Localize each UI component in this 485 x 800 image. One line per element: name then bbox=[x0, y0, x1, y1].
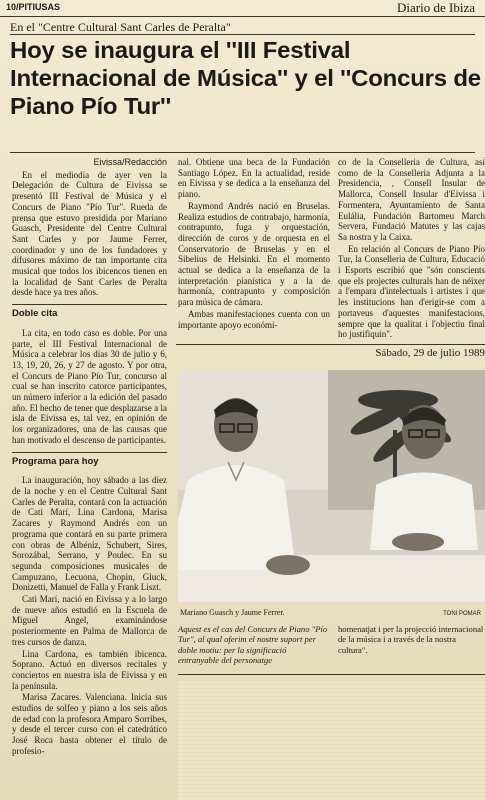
subheading-doble-cita: Doble cita bbox=[12, 304, 167, 320]
pull-quote-left: Aquest es el cas del Concurs de Piano "Pío Tur", al qual oferim el nostre suport per doble motiu: per la significació entranyable del personatge bbox=[178, 624, 328, 665]
divider bbox=[10, 152, 475, 153]
paragraph: Cati Marí, nació en Eivissa y a lo largo de nueve años estudió en la Escuela de Miguel Angel, examinándose posteriormente en Palma de Mallorca de tres cursos de danza. bbox=[12, 594, 167, 647]
blank-area bbox=[178, 680, 485, 800]
issue-date: Sábado, 29 de julio 1989 bbox=[375, 347, 485, 359]
paragraph: nal. Obtiene una beca de la Fundación Santiago López. En la actualidad, reside en Eivissa y se dedica a la enseñanza del piano. bbox=[178, 157, 330, 200]
divider bbox=[10, 34, 475, 35]
article-column-2 bbox=[178, 157, 330, 330]
paragraph: En el mediodía de ayer ven la Delegación de Cultura de Eivissa se presentó III Festival de Música y el Concurs de Piano "Pío Tur". Rueda de prensa que estuvo presidida por Mariano Guasch, Presidente del Centre Cultural Sant Carles y por Jaume Ferrer, coordinador y uno de los fundadores y difusores máximo de tan importante cita musical que todos los ibicencos tienen en la localidad de Sant Carles de Peralta desde hace ya tres años. bbox=[12, 169, 167, 298]
page-header bbox=[0, 0, 485, 17]
paragraph: La cita, en todo caso es doble. Por una parte, el III Festival Internacional de Música a celebrar los días 30 de julio y 6, 13, 19, 20, 26, y 27 de agosto. Y por otra, el Concurs de Piano Pío Tur, concurso al cual se han inscrito catorce participantes, un número inferior a la edición del pasado año. El hecho de tener que desplazarse a la isla de Eivissa es, tal vez, en opinión de los organizadores, una de las causas que han motivado el descenso de participantes. bbox=[12, 327, 167, 445]
paragraph: Lina Cardona, es también ibicenca. Soprano. Actuó en diversos recitales y conciertos en nuestra isla de Eivissa y en la península. bbox=[12, 648, 167, 691]
divider bbox=[178, 674, 485, 675]
newspaper-name: Diario de Ibiza bbox=[397, 0, 475, 15]
section-label: 10/PITIUSAS bbox=[6, 2, 61, 12]
paragraph: Marisa Zacares. Valenciana. Inicia sus estudios de solfeo y piano a los seis años de edad con la profesora Amparo Sorribes, y desde el tercer curso con el catedrático José Roca hasta obtener el título de profesio- bbox=[12, 692, 167, 756]
subheading-programa: Programa para hoy bbox=[12, 452, 167, 468]
photo-credit: TONI POMAR bbox=[443, 611, 481, 617]
paragraph: La inauguración, hoy sábado a las diez de la noche y en el Centre Cultural Sant Carles de Peralta, contará con la actuación de Cati Marí, Lina Cardona, Marisa Zacares y Raymond Andrés con un programa que contará en su parte primera con obras de Albéniz, Schubert, Sires, Sorozábal, Serrano, y Poulec. En su segunda composiciones musicales de Campuzano, Lecuona, Chopin, Gluck, Donizetti, Manuel de Falla y Frank Liszt. bbox=[12, 475, 167, 593]
paragraph: En relación al Concurs de Piano Pío Tur, la Conselleria de Cultura, Educació i Esports escribió que "són conscients que els projectes culturals han de néixer a l'empara d'intelectuals i artistes i que les institucions han d'erigir-se com a portaveus d'aquestes manifestacions, sempre que la qualitat i l'objectiu final ho justifiquin". bbox=[338, 243, 485, 340]
paragraph: Raymond Andrés nació en Bruselas. Realiza estudios de contrabajo, harmonía, contrapunto, fuga y orquestación, dirección de coros y de orquesta en el Conservatorio de Bruselas y en el Sibelius de Helsinki. En el momento actual se dedica a la enseñanza de la interpretación pianística y a la de harmonía, contrapunto y composición para música de cámara. bbox=[178, 200, 330, 308]
kicker: En el "Centre Cultural Sant Carles de Peralta" bbox=[10, 20, 231, 34]
paragraph: Ambas manifestaciones cuenta con un importante apoyo económi- bbox=[178, 308, 330, 330]
photo-caption: Mariano Guasch y Jaume Ferrer. bbox=[180, 608, 285, 617]
pull-quote-right: homenatjat i per la projecció internacional de la música i a través de la nostra cultura". bbox=[338, 624, 484, 655]
news-photo bbox=[178, 370, 485, 602]
headline: Hoy se inaugura el ''III Festival Internacional de Música'' y el ''Concurs de Piano Pío Tur'' bbox=[10, 37, 481, 119]
article-column-3 bbox=[338, 157, 485, 340]
byline: Eivissa/Redacción bbox=[93, 157, 167, 167]
photo-illustration bbox=[178, 370, 485, 602]
paragraph: co de la Conselleria de Cultura, así como de la Conselleria Adjunta a la Presidencia, , Consell Insular de Mallorca, Consell Insular d'Eivissa i Formentera, Ayuntamiento de Santa Eulália, Fundación Bartomeu March Servera, Fundació Matutes y las cajas Sa nostra y la Caixa. bbox=[338, 157, 485, 242]
divider bbox=[176, 344, 485, 345]
article-column-1 bbox=[12, 157, 167, 757]
